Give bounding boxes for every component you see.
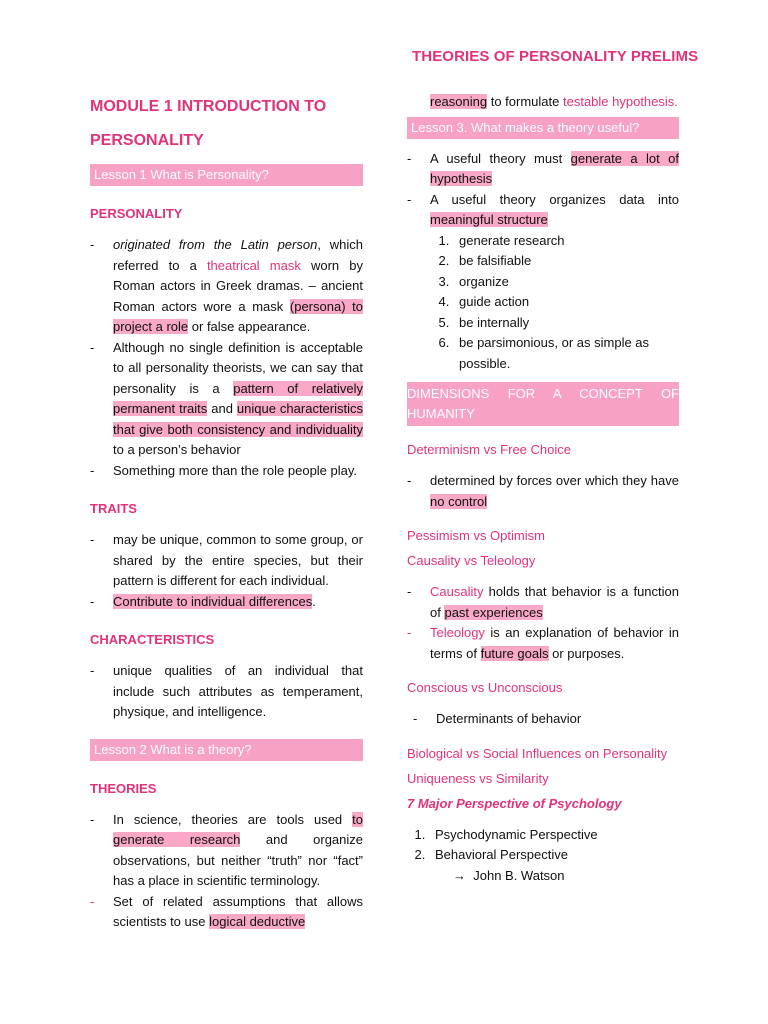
list-item: 1. Psychodynamic Perspective (429, 825, 679, 846)
useful-criteria-list (407, 231, 679, 375)
left-column (90, 90, 363, 933)
personality-heading: PERSONALITY (90, 206, 183, 221)
list-item: - Set of related assumptions that allows scientists to use logical deductive (90, 892, 363, 933)
conscious-list (407, 709, 679, 730)
list-item: - Although no single definition is acceptable to all personality theorists, we can say that personality is a pattern of relatively permanent traits and unique characteristics that give both consistency and individuality to a person’s behavior (90, 338, 363, 461)
list-item: - Causality holds that behavior is a function of past experiences (407, 582, 679, 623)
list-item: - Something more than the role people play. (90, 461, 363, 482)
list-item: - originated from the Latin person, which referred to a theatrical mask worn by Roman actors in Greek dramas. – ancient Roman actors wore a mask (persona) to project a role or false appearance. (90, 235, 363, 338)
uniqueness-heading: Uniqueness vs Similarity (407, 770, 549, 786)
list-item: - A useful theory organizes data into meaningful structure (407, 190, 679, 231)
list-item: - In science, theories are tools used to generate research and organize observations, but neither “truth” nor “fact” has a place in scientific terminology. (90, 810, 363, 892)
list-item: 2. be falsifiable (453, 251, 679, 272)
right-column (407, 92, 679, 886)
list-item: 5. be internally (453, 313, 679, 334)
list-item: - may be unique, common to some group, or shared by the entire species, but their pattern is different for each individual. (90, 530, 363, 592)
module-title: MODULE 1 INTRODUCTION TO PERSONALITY (90, 98, 327, 149)
biological-heading: Biological vs Social Influences on Personality (407, 745, 668, 761)
major-perspectives-heading: 7 Major Perspective of Psychology (407, 795, 622, 811)
determinism-heading: Determinism vs Free Choice (407, 442, 571, 457)
traits-list (90, 530, 363, 612)
characteristics-heading: CHARACTERISTICS (90, 632, 215, 647)
list-item: 4. guide action (453, 292, 679, 313)
list-item: - Determinants of behavior (413, 709, 679, 730)
list-item: - determined by forces over which they have no control (407, 471, 679, 512)
list-item: - Contribute to individual differences. (90, 592, 363, 613)
causality-list (407, 582, 679, 664)
arrow-right-icon: → (453, 867, 474, 883)
lesson-1-bar: Lesson 1 What is Personality? (90, 164, 363, 186)
list-item: 3. organize (453, 272, 679, 293)
conscious-heading: Conscious vs Unconscious (407, 680, 563, 695)
list-item: 2. Behavioral Perspective (429, 845, 679, 866)
useful-theory-list (407, 149, 679, 231)
traits-heading: TRAITS (90, 501, 137, 516)
list-item: - Teleology is an explanation of behavior in terms of future goals or purposes. (407, 623, 679, 664)
lesson-3-bar: Lesson 3. What makes a theory useful? (407, 117, 679, 139)
list-item: - unique qualities of an individual that include such attributes as temperament, physique, and intelligence. (90, 661, 363, 723)
personality-list (90, 235, 363, 481)
continued-paragraph: reasoning to formulate testable hypothesis. (430, 94, 678, 109)
theories-list (90, 810, 363, 933)
list-item: 1. generate research (453, 231, 679, 252)
perspective-example: → John B. Watson (453, 867, 565, 883)
theories-heading: THEORIES (90, 780, 157, 796)
document-title: THEORIES OF PERSONALITY PRELIMS (412, 48, 699, 65)
characteristics-list (90, 661, 363, 723)
perspectives-list (407, 825, 679, 866)
dimensions-bar: DIMENSIONS FOR A CONCEPT OF HUMANITY (407, 382, 679, 426)
lesson-2-bar: Lesson 2 What is a theory? (90, 739, 363, 761)
determinism-list (407, 471, 679, 512)
list-item: 6. be parsimonious, or as simple as possible. (453, 333, 679, 374)
list-item: - A useful theory must generate a lot of hypothesis (407, 149, 679, 190)
pessimism-heading: Pessimism vs Optimism (407, 528, 545, 543)
causality-heading: Causality vs Teleology (407, 553, 536, 568)
